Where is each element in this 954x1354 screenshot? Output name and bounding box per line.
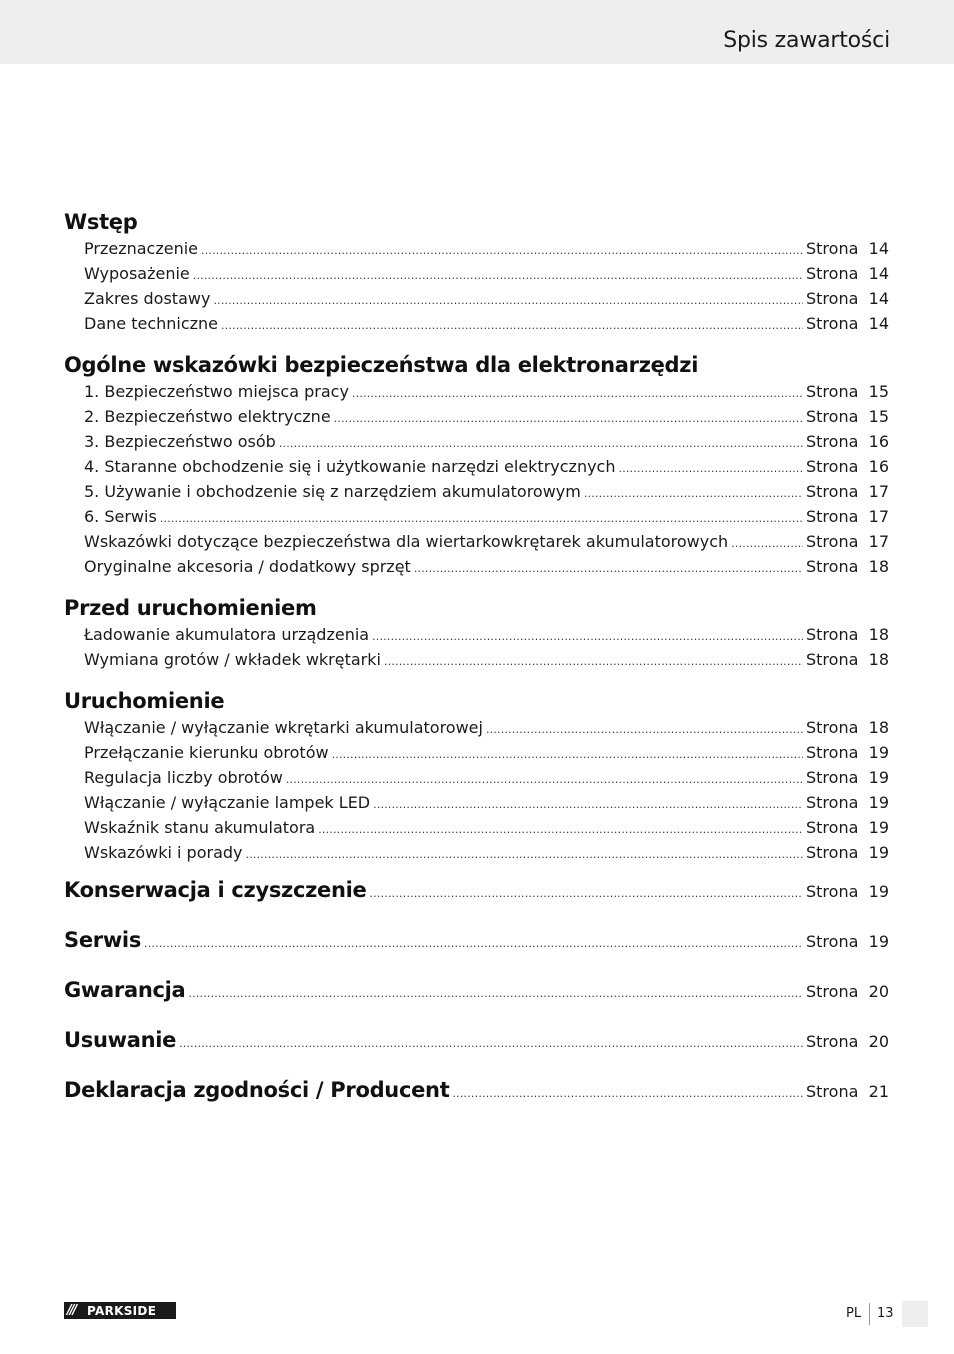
page-word: Strona bbox=[806, 843, 859, 862]
section-heading: Wstęp bbox=[64, 210, 138, 234]
toc-entry bbox=[64, 840, 889, 865]
toc-main-entry bbox=[64, 1015, 889, 1065]
dot-leader bbox=[352, 381, 803, 406]
entry-label: Przeznaczenie bbox=[84, 239, 198, 258]
footer-tab-marker bbox=[902, 1301, 928, 1327]
toc-entry bbox=[64, 429, 889, 454]
toc-section bbox=[64, 594, 889, 672]
entry-label: Włączanie / wyłączanie wkrętarki akumulatorowej bbox=[84, 718, 483, 737]
page-number: 18 bbox=[868, 557, 889, 576]
page-number: 17 bbox=[868, 482, 889, 501]
entry-label: Wskazówki i porady bbox=[84, 843, 243, 862]
toc-entry bbox=[64, 529, 889, 554]
page-number: 14 bbox=[868, 264, 889, 283]
dot-leader bbox=[179, 1019, 803, 1069]
page-word: Strona bbox=[806, 314, 859, 333]
page-number: 20 bbox=[868, 1032, 889, 1051]
main-entry-label: Konserwacja i czyszczenie bbox=[64, 878, 367, 902]
toc-entry bbox=[64, 815, 889, 840]
dot-leader bbox=[160, 506, 803, 531]
page-word: Strona bbox=[806, 743, 859, 762]
entry-label: Regulacja liczby obrotów bbox=[84, 768, 283, 787]
entry-label: 1. Bezpieczeństwo miejsca pracy bbox=[84, 382, 349, 401]
page-number: 19 bbox=[868, 882, 889, 901]
dot-leader bbox=[414, 556, 803, 581]
page-word: Strona bbox=[806, 650, 859, 669]
entry-label: 2. Bezpieczeństwo elektryczne bbox=[84, 407, 331, 426]
toc-section bbox=[64, 208, 889, 336]
toc-entry bbox=[64, 622, 889, 647]
toc-entry bbox=[64, 454, 889, 479]
toc-entry bbox=[64, 740, 889, 765]
toc-entry bbox=[64, 236, 889, 261]
entry-label: Zakres dostawy bbox=[84, 289, 211, 308]
toc-main-entry bbox=[64, 915, 889, 965]
page-word: Strona bbox=[806, 625, 859, 644]
page-word: Strona bbox=[806, 557, 859, 576]
entry-label: Włączanie / wyłączanie lampek LED bbox=[84, 793, 371, 812]
page-word: Strona bbox=[806, 718, 859, 737]
dot-leader bbox=[201, 238, 803, 263]
entry-label: 6. Serwis bbox=[84, 507, 157, 526]
dot-leader bbox=[188, 969, 803, 1019]
page-number: 21 bbox=[868, 1082, 889, 1101]
page-word: Strona bbox=[806, 882, 859, 901]
entry-label: Ładowanie akumulatora urządzenia bbox=[84, 625, 370, 644]
page-word: Strona bbox=[806, 457, 859, 476]
toc-entry bbox=[64, 647, 889, 672]
page-number: 19 bbox=[868, 932, 889, 951]
toc-section bbox=[64, 351, 889, 579]
entry-label: Oryginalne akcesoria / dodatkowy sprzęt bbox=[84, 557, 411, 576]
dot-leader bbox=[619, 456, 804, 481]
entry-label: Wskaźnik stanu akumulatora bbox=[84, 818, 316, 837]
page-number: 19 bbox=[868, 793, 889, 812]
dot-leader bbox=[193, 263, 803, 288]
page-word: Strona bbox=[806, 289, 859, 308]
page-word: Strona bbox=[806, 532, 859, 551]
page-word: Strona bbox=[806, 793, 859, 812]
section-heading: Przed uruchomieniem bbox=[64, 596, 317, 620]
page-number: 18 bbox=[868, 718, 889, 737]
page-word: Strona bbox=[806, 1082, 859, 1101]
dot-leader bbox=[221, 313, 803, 338]
page-number: 19 bbox=[868, 743, 889, 762]
main-entry-label: Deklaracja zgodności / Producent bbox=[64, 1078, 450, 1102]
toc-entry bbox=[64, 311, 889, 336]
page-number: 14 bbox=[868, 289, 889, 308]
page-word: Strona bbox=[806, 818, 859, 837]
toc-entry bbox=[64, 404, 889, 429]
toc-entry bbox=[64, 261, 889, 286]
toc-entry bbox=[64, 715, 889, 740]
page-word: Strona bbox=[806, 407, 859, 426]
page-number: 18 bbox=[868, 650, 889, 669]
entry-label: 5. Używanie i obchodzenie się z narzędziem akumulatorowym bbox=[84, 482, 581, 501]
page-number: 14 bbox=[868, 314, 889, 333]
section-heading: Ogólne wskazówki bezpieczeństwa dla elektronarzędzi bbox=[64, 353, 699, 377]
toc-main-entry bbox=[64, 1065, 889, 1115]
page-word: Strona bbox=[806, 482, 859, 501]
entry-label: Wskazówki dotyczące bezpieczeństwa dla wiertarkowkrętarek akumulatorowych bbox=[84, 532, 729, 551]
language-code: PL bbox=[846, 1306, 862, 1321]
page-number: 17 bbox=[868, 532, 889, 551]
toc-entry bbox=[64, 765, 889, 790]
page-number: 14 bbox=[868, 239, 889, 258]
toc-entry bbox=[64, 554, 889, 579]
page-word: Strona bbox=[806, 264, 859, 283]
dot-leader bbox=[318, 817, 803, 842]
dot-leader bbox=[452, 1069, 803, 1119]
logo-text: PARKSIDE bbox=[87, 1303, 157, 1318]
parkside-logo bbox=[64, 1302, 176, 1319]
toc-entry bbox=[64, 790, 889, 815]
dot-leader bbox=[213, 288, 803, 313]
page-word: Strona bbox=[806, 982, 859, 1001]
page-number: 15 bbox=[868, 407, 889, 426]
page-word: Strona bbox=[806, 1032, 859, 1051]
entry-label: Przełączanie kierunku obrotów bbox=[84, 743, 329, 762]
toc-section bbox=[64, 687, 889, 865]
toc-entry bbox=[64, 286, 889, 311]
page-number: 19 bbox=[868, 843, 889, 862]
toc-entry bbox=[64, 479, 889, 504]
page-word: Strona bbox=[806, 432, 859, 451]
dot-leader bbox=[246, 842, 804, 867]
footer-page-number: 13 bbox=[877, 1306, 894, 1321]
dot-leader bbox=[144, 919, 803, 969]
main-entry-label: Serwis bbox=[64, 928, 142, 952]
dot-leader bbox=[584, 481, 803, 506]
dot-leader bbox=[384, 649, 803, 674]
entry-label: Wymiana grotów / wkładek wkrętarki bbox=[84, 650, 381, 669]
page-title: Spis zawartości bbox=[723, 28, 890, 53]
section-heading: Uruchomienie bbox=[64, 689, 225, 713]
main-entry-label: Usuwanie bbox=[64, 1028, 177, 1052]
entry-label: 3. Bezpieczeństwo osób bbox=[84, 432, 276, 451]
footer-divider bbox=[869, 1303, 870, 1325]
page-word: Strona bbox=[806, 239, 859, 258]
entry-label: 4. Staranne obchodzenie się i użytkowanie narzędzi elektrycznych bbox=[84, 457, 616, 476]
dot-leader bbox=[286, 767, 803, 792]
dot-leader bbox=[373, 792, 803, 817]
header-band bbox=[0, 0, 954, 64]
toc-main-entry bbox=[64, 965, 889, 1015]
page-number: 15 bbox=[868, 382, 889, 401]
page-word: Strona bbox=[806, 768, 859, 787]
dot-leader bbox=[731, 531, 803, 556]
page-number: 20 bbox=[868, 982, 889, 1001]
dot-leader bbox=[279, 431, 803, 456]
dot-leader bbox=[486, 717, 803, 742]
page-number: 17 bbox=[868, 507, 889, 526]
main-entry-label: Gwarancja bbox=[64, 978, 186, 1002]
page-number: 19 bbox=[868, 768, 889, 787]
dot-leader bbox=[334, 406, 803, 431]
page-word: Strona bbox=[806, 932, 859, 951]
page-number: 19 bbox=[868, 818, 889, 837]
entry-label: Dane techniczne bbox=[84, 314, 219, 333]
logo-slashes-icon: /// bbox=[67, 1303, 76, 1318]
dot-leader bbox=[369, 869, 803, 919]
page-word: Strona bbox=[806, 507, 859, 526]
dot-leader bbox=[332, 742, 803, 767]
toc-main-entry bbox=[64, 865, 889, 915]
page-number: 18 bbox=[868, 625, 889, 644]
page-number: 16 bbox=[868, 457, 889, 476]
entry-label: Wyposażenie bbox=[84, 264, 190, 283]
toc-entry bbox=[64, 504, 889, 529]
page-word: Strona bbox=[806, 382, 859, 401]
page-number: 16 bbox=[868, 432, 889, 451]
table-of-contents bbox=[64, 208, 889, 1115]
dot-leader bbox=[372, 624, 803, 649]
toc-entry bbox=[64, 379, 889, 404]
